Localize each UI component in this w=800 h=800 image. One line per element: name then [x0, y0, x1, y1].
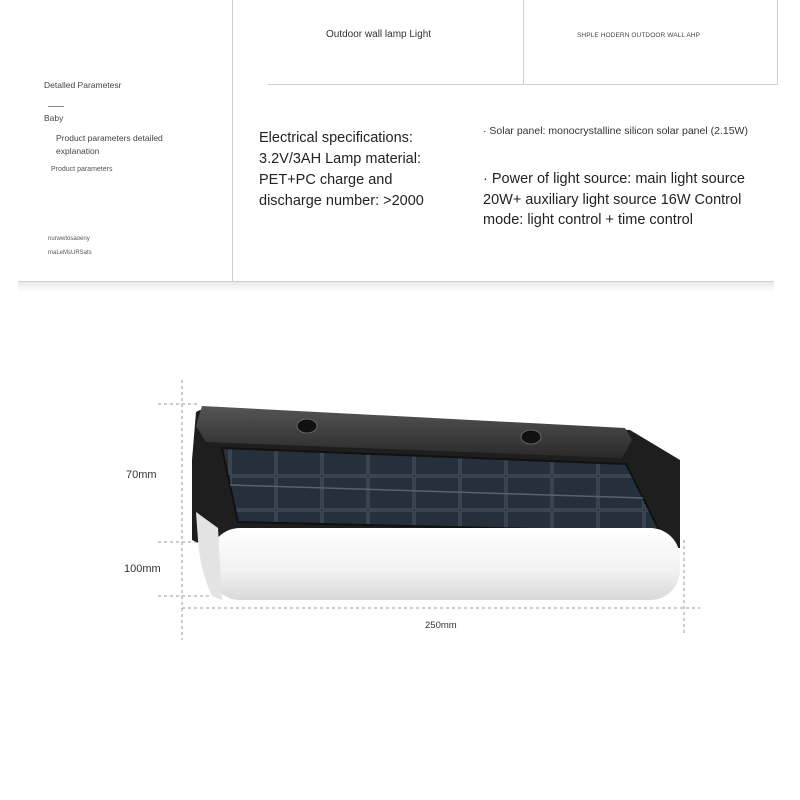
- dimension-height-top: 70mm: [126, 469, 157, 481]
- lamp-diffuser: [210, 528, 680, 600]
- spec-electrical: Electrical specifications: 3.2V/3AH Lamp material: PET+PC charge and discharge number: >2000: [259, 130, 424, 209]
- dimension-width: 250mm: [425, 620, 457, 631]
- sensor-left-icon: [297, 419, 317, 433]
- sidebar-item-detailed: Product parameters detailed explanation: [56, 133, 163, 156]
- sidebar-footer-line1: nurwwtosaoeny: [48, 236, 90, 242]
- spec-solar-panel: · Solar panel: monocrystalline silicon solar panel (2.15W): [483, 125, 748, 137]
- dimension-height-bottom: 100mm: [124, 563, 161, 575]
- sidebar-item-params: Product parameters: [51, 166, 113, 173]
- sidebar-item-baby: Baby: [44, 113, 64, 123]
- header-right-title: SHPLE HODERN OUTDOOR WALL AHP: [577, 32, 701, 39]
- sensor-right-icon: [521, 430, 541, 444]
- sidebar-footer-line2: maLeMsURSats: [48, 250, 92, 256]
- sidebar-heading: Detalled Parametesr: [44, 80, 122, 90]
- header-center-title: Outdoor wall lamp Light: [326, 29, 432, 40]
- spec-light-source: · Power of light source: main light source 20W+ auxiliary light source 16W Control mode: light control + time control: [483, 171, 745, 228]
